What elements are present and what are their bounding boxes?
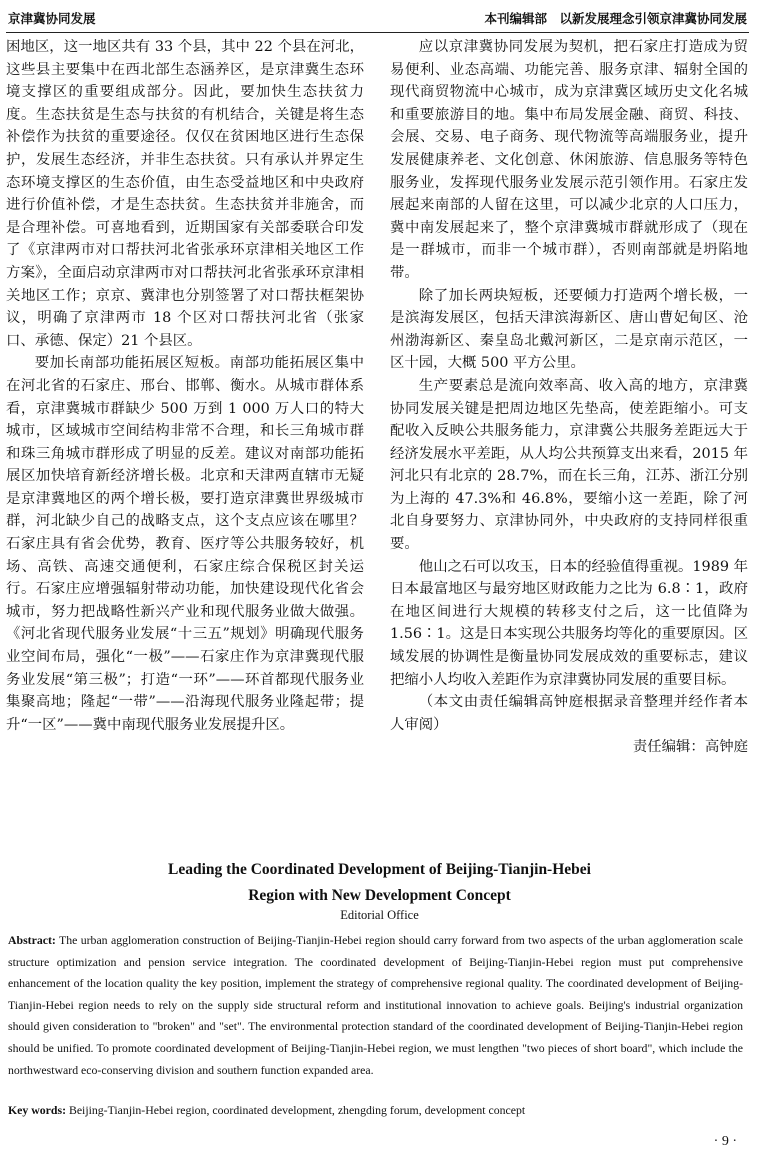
running-header: [6, 6, 749, 33]
english-title-line-2: Region with New Development Concept: [248, 887, 511, 904]
paragraph: 应以京津冀协同发展为契机，把石家庄打造成为贸易便利、业态高端、功能完善、服务京津、辐射全国的现代商贸物流中心城市，成为京津冀区域历史文化名城和重要旅游目的地。集中布局发展金融、商贸、科技、会展、交易、电子商务、现代物流等高端服务业，提升发展健康养老、文化创意、休闲旅游、信息服务等特色服务业，发挥现代服务业发展示范引领作用。石家庄发展起来南部的人留在这里，可以减少北京的人口压力，冀中南发展起来了，整个京津冀城市群就形成了（现在是一群城市，而非一个城市群），否则南部就是坍陷地带。: [390, 39, 748, 281]
right-column: [390, 36, 748, 834]
left-column: [6, 36, 364, 834]
page-number: · 9 ·: [713, 1134, 737, 1149]
abstract-label: Abstract:: [8, 933, 56, 947]
abstract-text: The urban agglomeration construction of Beijing-Tianjin-Hebei region should carry forward from two aspects of the urban agglomeration scale structure optimization and pension service integration. The coordinated development of Beijing-Tianjin-Hebei region must put comprehensive enhancement of the location quality the key position, implement the strategy of comprehensive regional quality. The coordinated development of Beijing-Tianjin-Hebei region needs to rely on the supply side structural reform and institutional innovation to achieve goals. Beijing's industrial organization should given consideration to "broken" and "set". The environmental protection standard of the coordinated development of Beijing-Tianjin-Hebei region should be unified. To promote coordinated development of Beijing-Tianjin-Hebei region, we must lengthen "two pieces of short board", which include the northwestward eco-conserving division and southern function expanded area.: [8, 933, 743, 1077]
paragraph: 困地区，这一地区共有 33 个县，其中 22 个县在河北，这些县主要集中在西北部生态涵养区，是京津冀生态环境支撑区的重要组成部分。因此，要加快生态扶贫力度。生态扶贫是生态与扶贫的有机结合，关键是将生态补偿作为扶贫的重要途径。仅仅在贫困地区进行生态保护，发展生态经济，并非生态扶贫。只有承认并界定生态环境支撑区的生态价值，由生态受益地区和中央政府进行价值补偿，才是生态扶贫。生态扶贫并非施舍，而是合理补偿。可喜地看到，近期国家有关部委联合印发了《京津两市对口帮扶河北省张承环京津相关地区工作方案》，全面启动京津两市对口帮扶河北省张承环京津相关地区工作；京京、冀津也分别签署了对口帮扶框架协议，明确了京津两市 18 个区对口帮扶河北省（张家口、承德、保定）21 个县区。: [6, 39, 364, 349]
editor-note: （本文由责任编辑高钟庭根据录音整理并经作者本人审阅）: [390, 694, 748, 733]
journal-section-title: 京津冀协同发展: [8, 11, 96, 26]
english-keywords: [8, 1103, 743, 1118]
english-title-line-1: Leading the Coordinated Development of Beijing-Tianjin-Hebei: [168, 861, 591, 878]
keywords-text: Beijing-Tianjin-Hebei region, coordinated development, zhengding forum, development concept: [68, 1103, 526, 1117]
paragraph: 生产要素总是流向效率高、收入高的地方，京津冀协同发展关键是把周边地区先垫高，使差距缩小。可支配收入反映公共服务能力，京津冀公共服务差距远大于经济发展水平差距，从人均公共预算支出来看，2015 年河北只有北京的 28.7%，而在长三角，江苏、浙江分别为上海的 47.3%和 46.8%，要缩小这一差距，除了河北自身要努力、京津协同外，中央政府的支持同样很重要。: [390, 377, 748, 553]
paragraph: 要加长南部功能拓展区短板。南部功能拓展区集中在河北省的石家庄、邢台、邯郸、衡水。从城市群体系看，京津冀城市群缺少 500 万到 1 000 万人口的特大城市，区域城市空间结构非常不合理，和长三角城市群和珠三角城市群形成了明显的反差。建议对南部功能拓展区加快培育新经济增长极。北京和天津两直辖市无疑是京津冀地区的两个增长极，要打造京津冀世界级城市群，河北缺少自己的战略支点，这个支点应该在哪里？石家庄具有省会优势，教育、医疗等公共服务较好，机场、高铁、高速交通便利，石家庄综合保税区封关运行。石家庄应增强辐射带动功能，加快建设现代化省会城市，努力把战略性新兴产业和现代服务业做大做强。《河北省现代服务业发展“十三五”规划》明确现代服务业空间布局，强化“一极”——石家庄作为京津冀现代服务业发展“第三极”；打造“一环”——环首都现代服务业集聚高地；隆起“一带”——沿海现代服务业隆起带；提升“一区”——冀中南现代服务业发展提升区。: [6, 355, 364, 733]
article-body: [6, 36, 748, 834]
paragraph: 他山之石可以攻玉，日本的经验值得重视。1989 年日本最富地区与最穷地区财政能力之比为 6.8∶1，政府在地区间进行大规模的转移支付之后，这一比值降为 1.56∶1。这是日本实现公共服务均等化的重要原因。区域发展的协调性是衡量协同发展成效的重要标志，建议把缩小人均收入差距作为京津冀协同发展的重要目标。: [390, 558, 748, 688]
paragraph: 除了加长两块短板，还要倾力打造两个增长极，一是滨海发展区，包括天津滨海新区、唐山曹妃甸区、沧州渤海新区、秦皇岛北戴河新区，二是京南示范区，一区十园，大概 500 平方公里。: [390, 287, 748, 372]
english-author: Editorial Office: [340, 908, 419, 922]
english-abstract: [8, 930, 743, 1081]
article-running-title: 本刊编辑部 以新发展理念引领京津冀协同发展: [484, 11, 747, 26]
responsible-editor: 责任编辑：高钟庭: [632, 739, 748, 756]
keywords-label: Key words:: [8, 1103, 66, 1117]
